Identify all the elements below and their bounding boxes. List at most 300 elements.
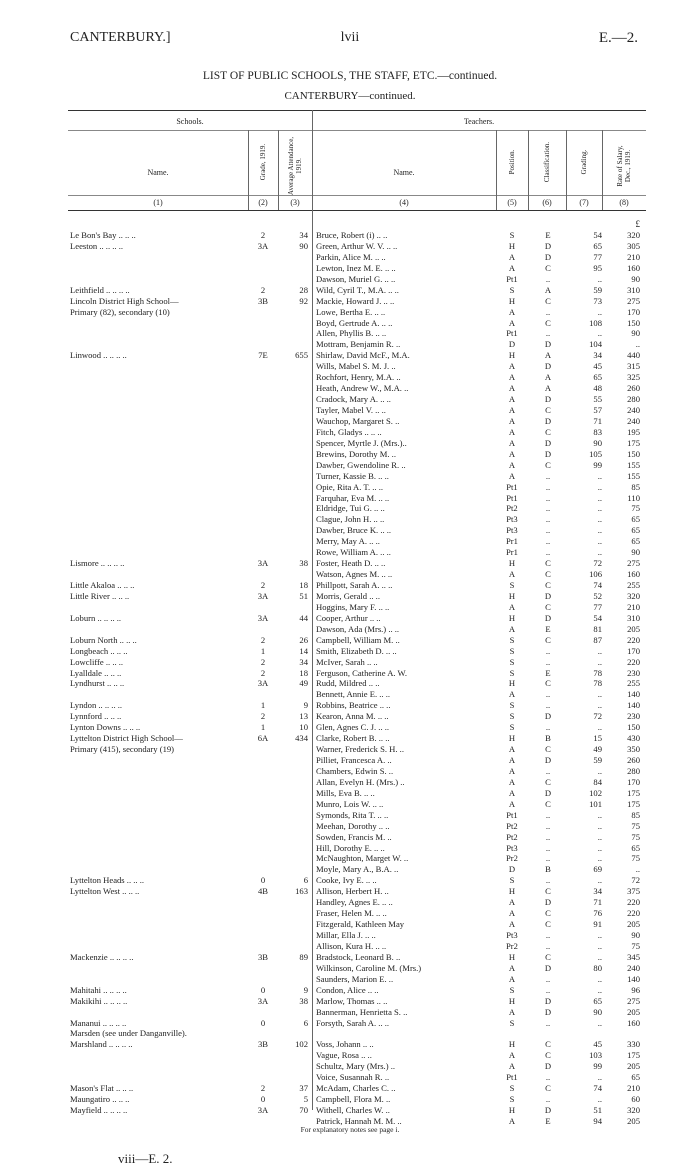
classification-cell: .. (545, 700, 551, 711)
school-name-cell: Mackenzie .. .. .. .. (70, 951, 134, 962)
table-row (0, 438, 700, 449)
grading-cell: 84 (593, 776, 602, 787)
classification-cell: .. (545, 273, 551, 284)
classification-cell: A (544, 284, 552, 295)
classification-cell: .. (545, 1072, 551, 1083)
teacher-name-cell: Sowden, Francis M. .. (316, 831, 392, 842)
attendance-cell: 14 (299, 645, 308, 656)
salary-cell: .. (635, 339, 640, 350)
teacher-name-cell: Dawson, Ada (Mrs.) .. .. (316, 623, 400, 634)
position-cell: A (508, 251, 516, 262)
col-teacher-name: Name. (393, 168, 415, 177)
salary-cell: 315 (627, 361, 640, 372)
position-cell: A (508, 1050, 516, 1061)
school-name-cell: Lowcliffe .. .. .. (70, 656, 124, 667)
salary-cell: 150 (627, 317, 640, 328)
table-row (0, 996, 700, 1007)
classification-cell: .. (545, 503, 551, 514)
school-grade-cell: 7E (258, 350, 268, 361)
position-cell: Pt3 (506, 514, 518, 525)
table-row (0, 471, 700, 482)
classification-cell: C (545, 601, 551, 612)
classification-cell: D (544, 437, 552, 448)
teacher-name-cell: Dawson, Muriel G. .. .. (316, 273, 396, 284)
attendance-cell: 44 (299, 612, 308, 623)
position-cell: Pt2 (506, 831, 518, 842)
position-cell: A (508, 689, 516, 700)
position-cell: Pt2 (506, 503, 518, 514)
salary-cell: 175 (627, 437, 640, 448)
position-cell: A (508, 569, 516, 580)
classification-cell: B (545, 733, 551, 744)
salary-cell: 260 (627, 383, 640, 394)
col-number: (7) (579, 198, 589, 207)
classification-cell: C (545, 776, 551, 787)
classification-cell: .. (545, 492, 551, 503)
teacher-name-cell: Dawber, Bruce K. .. .. (316, 525, 392, 536)
table-row (0, 569, 700, 580)
school-name-cell: Lyttelton Heads .. .. .. (70, 875, 144, 886)
teacher-name-cell: Hoggins, Mary F. .. .. (316, 601, 390, 612)
school-name-cell: Lyttelton West .. .. .. (70, 886, 140, 897)
school-grade-cell: 4B (257, 886, 269, 897)
school-grade-cell: 1 (260, 645, 266, 656)
classification-cell: D (544, 240, 552, 251)
school-name-cell: Marsden (see under Danganville). (70, 1028, 187, 1039)
grading-cell: .. (597, 842, 602, 853)
classification-cell: .. (545, 547, 551, 558)
table-row (0, 350, 700, 361)
grading-cell: 45 (593, 1039, 602, 1050)
position-cell: S (509, 580, 515, 590)
salary-cell: 65 (631, 525, 640, 536)
classification-cell: .. (545, 809, 551, 820)
position-cell: S (509, 722, 515, 733)
classification-cell: C (545, 317, 551, 328)
grading-cell: .. (597, 765, 602, 776)
salary-cell: 65 (631, 1072, 640, 1083)
classification-cell: A (544, 350, 552, 361)
table-row (0, 646, 700, 657)
table-row (0, 1007, 700, 1018)
salary-cell: 175 (627, 787, 640, 798)
position-cell: A (508, 787, 516, 798)
classification-cell: .. (545, 656, 551, 667)
classification-cell: .. (545, 831, 551, 842)
classification-cell: .. (545, 984, 551, 995)
classification-cell: C (545, 1039, 551, 1050)
grading-cell: 59 (593, 284, 602, 295)
school-name-cell: Lyalldale .. .. .. (70, 667, 122, 678)
salary-cell: 65 (631, 514, 640, 525)
school-name-cell: Primary (82), secondary (10) (70, 306, 170, 317)
table-row (0, 328, 700, 339)
salary-cell: 205 (627, 1061, 640, 1072)
teacher-name-cell: Wild, Cyril T., M.A. .. .. (316, 284, 399, 295)
table-row (0, 1072, 700, 1083)
teacher-name-cell: Phillpott, Sarah A. .. .. (316, 580, 393, 590)
teacher-name-cell: McIver, Sarah .. .. (316, 656, 378, 667)
group-teachers: Teachers. (463, 117, 495, 126)
teacher-name-cell: Voice, Susannah R. .. (316, 1072, 390, 1083)
position-cell: Pr1 (506, 536, 518, 547)
grading-cell: 49 (593, 744, 602, 755)
salary-cell: 75 (631, 940, 640, 951)
col-number: (3) (290, 198, 300, 207)
grading-cell: .. (597, 514, 602, 525)
position-cell: H (508, 733, 516, 744)
salary-cell: 240 (627, 405, 640, 415)
attendance-cell: 49 (299, 678, 308, 689)
table-row (0, 755, 700, 766)
teacher-name-cell: Wauchop, Margaret S. .. (316, 415, 400, 426)
salary-cell: 240 (627, 962, 640, 973)
grading-cell: .. (597, 984, 602, 995)
school-name-cell: Longbeach .. .. .. (70, 645, 128, 656)
position-cell: A (508, 372, 516, 383)
table-row (0, 941, 700, 952)
col-number: (8) (619, 198, 629, 207)
position-cell: Pt3 (506, 525, 518, 536)
school-name-cell: Lynton Downs .. .. .. (70, 722, 141, 733)
attendance-cell: 434 (295, 733, 308, 744)
attendance-cell: 9 (303, 700, 308, 711)
grading-cell: 48 (593, 383, 602, 394)
grading-cell: .. (597, 700, 602, 711)
position-cell: H (508, 558, 516, 569)
teacher-name-cell: Rudd, Mildred .. .. (316, 678, 380, 689)
teacher-name-cell: Condon, Alice .. .. (316, 984, 379, 995)
table-row (0, 1061, 700, 1072)
grading-cell: .. (597, 481, 602, 492)
position-cell: S (509, 711, 515, 722)
classification-cell: .. (545, 645, 551, 656)
rule-top (68, 110, 646, 111)
teacher-name-cell: Forsyth, Sarah A. .. .. (316, 1017, 390, 1028)
rule-group (68, 130, 646, 131)
teacher-name-cell: Turner, Kassie B. .. .. (316, 470, 389, 481)
classification-cell: E (545, 230, 551, 240)
teacher-name-cell: Cooke, Ivy E. .. .. (316, 875, 377, 886)
salary-cell: 72 (631, 875, 640, 886)
school-name-cell: Lyttelton District High School— (70, 733, 183, 744)
salary-cell: 220 (627, 634, 640, 645)
grading-cell: 76 (593, 908, 602, 919)
classification-cell: .. (545, 853, 551, 864)
position-cell: H (508, 590, 516, 601)
grading-cell: .. (597, 492, 602, 503)
salary-cell: 160 (627, 262, 640, 273)
teacher-name-cell: Mackie, Howard J. .. .. (316, 295, 395, 306)
table-row (0, 241, 700, 252)
position-cell: A (508, 383, 516, 394)
grading-cell: 65 (593, 372, 602, 383)
classification-cell: D (544, 711, 552, 722)
salary-cell: 275 (627, 295, 640, 306)
school-grade-cell: 3A (257, 612, 269, 623)
position-cell: S (509, 230, 515, 240)
classification-cell: C (545, 744, 551, 755)
salary-cell: .. (635, 864, 640, 875)
teacher-name-cell: Lowe, Bertha E. .. .. (316, 306, 386, 317)
salary-cell: 345 (627, 951, 640, 962)
position-cell: S (509, 700, 515, 711)
table-row (0, 416, 700, 427)
grading-cell: 90 (593, 437, 602, 448)
grading-cell: 90 (593, 1006, 602, 1017)
table-row (0, 853, 700, 864)
teacher-name-cell: Rochfort, Henry, M.A. .. (316, 372, 401, 383)
grading-cell: 78 (593, 678, 602, 689)
school-name-cell: Mahitahi .. .. .. .. (70, 984, 127, 995)
salary-cell: 85 (631, 481, 640, 492)
table-row (0, 744, 700, 755)
currency-symbol: £ (635, 219, 640, 229)
table-row (0, 897, 700, 908)
school-grade-cell: 0 (260, 1017, 266, 1028)
position-cell: H (508, 886, 516, 897)
table-title: LIST OF PUBLIC SCHOOLS, THE STAFF, ETC.—continued. (202, 70, 498, 82)
grading-cell: .. (597, 328, 602, 339)
rule-numbers (68, 195, 646, 196)
teacher-name-cell: Voss, Johann .. .. (316, 1039, 374, 1050)
teacher-name-cell: Robbins, Beatrice .. .. (316, 700, 391, 711)
attendance-cell: 28 (299, 284, 308, 295)
col-number: (5) (507, 198, 517, 207)
table-row (0, 668, 700, 679)
attendance-cell: 655 (295, 350, 308, 361)
classification-cell: A (544, 383, 552, 394)
school-grade-cell: 3A (257, 995, 269, 1006)
salary-cell: 320 (627, 230, 640, 240)
classification-cell: .. (545, 536, 551, 547)
school-grade-cell: 0 (260, 1094, 266, 1105)
salary-cell: 255 (627, 580, 640, 590)
salary-cell: 330 (627, 1039, 640, 1050)
teacher-name-cell: Merry, May A. .. .. (316, 536, 380, 547)
salary-cell: 110 (627, 492, 640, 503)
teacher-name-cell: Spencer, Myrtle J. (Mrs.).. (316, 437, 407, 448)
teacher-name-cell: Cradock, Mary A. .. .. (316, 394, 391, 405)
attendance-cell: 37 (299, 1083, 308, 1094)
salary-cell: 85 (631, 809, 640, 820)
classification-cell: .. (545, 1017, 551, 1028)
table-row (0, 536, 700, 547)
table-row (0, 591, 700, 602)
salary-cell: 75 (631, 820, 640, 831)
school-name-cell: Lismore .. .. .. .. (70, 558, 125, 569)
teacher-name-cell: Marlow, Thomas .. .. (316, 995, 388, 1006)
position-cell: A (508, 919, 516, 930)
position-cell: A (508, 601, 516, 612)
table-row (0, 372, 700, 383)
classification-cell: D (544, 590, 552, 601)
table-row (0, 700, 700, 711)
teacher-name-cell: Saunders, Marion E. .. (316, 973, 394, 984)
salary-cell: 230 (627, 667, 640, 678)
table-row (0, 602, 700, 613)
school-grade-cell: 1 (260, 722, 266, 733)
salary-cell: 195 (627, 426, 640, 437)
table-row (0, 318, 700, 329)
school-grade-cell: 3A (257, 240, 269, 251)
classification-cell: D (544, 995, 552, 1006)
grading-cell: 51 (593, 1105, 602, 1115)
teacher-name-cell: Campbell, Flora M. .. (316, 1094, 391, 1105)
classification-cell: C (545, 1050, 551, 1061)
classification-cell: D (544, 1061, 552, 1072)
table-row (0, 1105, 700, 1116)
grading-cell: 52 (593, 590, 602, 601)
school-name-cell: Lynnford .. .. .. (70, 711, 122, 722)
salary-cell: 320 (627, 590, 640, 601)
salary-cell: 220 (627, 897, 640, 908)
col-salary (616, 131, 632, 201)
table-row (0, 482, 700, 493)
attendance-cell: 10 (299, 722, 308, 733)
classification-cell: .. (545, 514, 551, 525)
position-cell: A (508, 1006, 516, 1017)
salary-cell: 255 (627, 678, 640, 689)
position-cell: S (509, 1017, 515, 1028)
table-row (0, 832, 700, 843)
classification-cell: D (544, 1105, 552, 1115)
grading-cell: .. (597, 503, 602, 514)
school-name-cell: Loburn .. .. .. .. (70, 612, 122, 623)
table-row (0, 296, 700, 307)
classification-cell: .. (545, 481, 551, 492)
position-cell: S (509, 656, 515, 667)
salary-cell: 440 (627, 350, 640, 361)
salary-cell: 260 (627, 755, 640, 765)
teacher-name-cell: Clarke, Robert B. .. .. (316, 733, 390, 744)
classification-cell: .. (545, 930, 551, 940)
position-cell: A (508, 973, 516, 984)
classification-cell: E (545, 623, 551, 634)
teacher-name-cell: Millar, Ella J. .. .. (316, 930, 376, 940)
school-grade-cell: 3B (257, 951, 269, 962)
grading-cell: .. (597, 645, 602, 656)
table-row (0, 580, 700, 591)
attendance-cell: 51 (299, 590, 308, 601)
salary-cell: 155 (627, 459, 640, 470)
salary-cell: 275 (627, 995, 640, 1006)
attendance-cell: 34 (299, 230, 308, 240)
position-cell: Pr1 (506, 547, 518, 558)
position-cell: A (508, 755, 516, 765)
col-number: (6) (542, 198, 552, 207)
grading-cell: .. (597, 809, 602, 820)
attendance-cell: 89 (299, 951, 308, 962)
salary-cell: 150 (627, 448, 640, 459)
salary-cell: 160 (627, 1017, 640, 1028)
table-row (0, 766, 700, 777)
table-row (0, 875, 700, 886)
table-body (0, 230, 700, 1127)
position-cell: Pt1 (506, 481, 518, 492)
salary-cell: 325 (627, 372, 640, 383)
position-cell: A (508, 765, 516, 776)
teacher-name-cell: Wilkinson, Caroline M. (Mrs.) (316, 962, 422, 973)
position-cell: A (508, 798, 516, 809)
grading-cell: 72 (593, 711, 602, 722)
classification-cell: .. (545, 689, 551, 700)
classification-cell: .. (545, 722, 551, 733)
position-cell: Pr2 (506, 940, 518, 951)
salary-cell: 90 (631, 328, 640, 339)
school-grade-cell: 2 (260, 1083, 266, 1094)
attendance-cell: 13 (299, 711, 308, 722)
attendance-cell: 90 (299, 240, 308, 251)
table-row (0, 689, 700, 700)
teacher-name-cell: Symonds, Rita T. .. .. (316, 809, 389, 820)
attendance-cell: 70 (299, 1105, 308, 1115)
grading-cell: 94 (593, 1115, 602, 1126)
position-cell: Pt1 (506, 492, 518, 503)
table-row (0, 493, 700, 504)
salary-cell: 75 (631, 831, 640, 842)
classification-cell: D (544, 1006, 552, 1017)
school-name-cell: Linwood .. .. .. .. (70, 350, 127, 361)
position-cell: H (508, 612, 516, 623)
classification-cell: C (545, 580, 551, 590)
school-grade-cell: 3A (257, 1105, 269, 1115)
school-name-cell: Lyndhurst .. .. .. (70, 678, 125, 689)
position-cell: D (508, 339, 516, 350)
table-row (0, 1050, 700, 1061)
salary-cell: 375 (627, 886, 640, 897)
teacher-name-cell: Hill, Dorothy E. .. .. (316, 842, 385, 853)
salary-cell: 140 (627, 700, 640, 711)
teacher-name-cell: Morris, Gerald .. .. (316, 590, 380, 601)
grading-cell: .. (597, 875, 602, 886)
grading-cell: 34 (593, 886, 602, 897)
grading-cell: 104 (589, 339, 602, 350)
running-header-right: E.—2. (598, 30, 638, 46)
school-grade-cell: 3A (257, 590, 269, 601)
table-row (0, 383, 700, 394)
grading-cell: .. (597, 306, 602, 317)
teacher-name-cell: Handley, Agnes E. .. .. (316, 897, 393, 908)
table-row (0, 919, 700, 930)
grading-cell: .. (597, 656, 602, 667)
classification-cell: E (545, 667, 551, 678)
position-cell: Pt1 (506, 328, 518, 339)
page-number: lvii (340, 30, 360, 45)
position-cell: H (508, 995, 516, 1006)
grading-cell: .. (597, 536, 602, 547)
grading-cell: 101 (589, 798, 602, 809)
grading-cell: 77 (593, 251, 602, 262)
classification-cell: .. (545, 940, 551, 951)
teacher-name-cell: Withell, Charles W. .. (316, 1105, 390, 1115)
position-cell: S (509, 1094, 515, 1105)
salary-cell: 90 (631, 547, 640, 558)
position-cell: A (508, 962, 516, 973)
school-name-cell: Little Akaloa .. .. .. (70, 580, 135, 590)
grading-cell: .. (597, 689, 602, 700)
salary-cell: 205 (627, 1115, 640, 1126)
teacher-name-cell: Campbell, William M. .. (316, 634, 400, 645)
grading-cell: .. (597, 930, 602, 940)
position-cell: S (509, 284, 515, 295)
table-row (0, 449, 700, 460)
teacher-name-cell: Bradstock, Leonard B. .. (316, 951, 401, 962)
classification-cell: C (545, 558, 551, 569)
teacher-name-cell: Foster, Heath D. .. .. (316, 558, 386, 569)
classification-cell: D (544, 361, 552, 372)
classification-cell: D (544, 394, 552, 405)
